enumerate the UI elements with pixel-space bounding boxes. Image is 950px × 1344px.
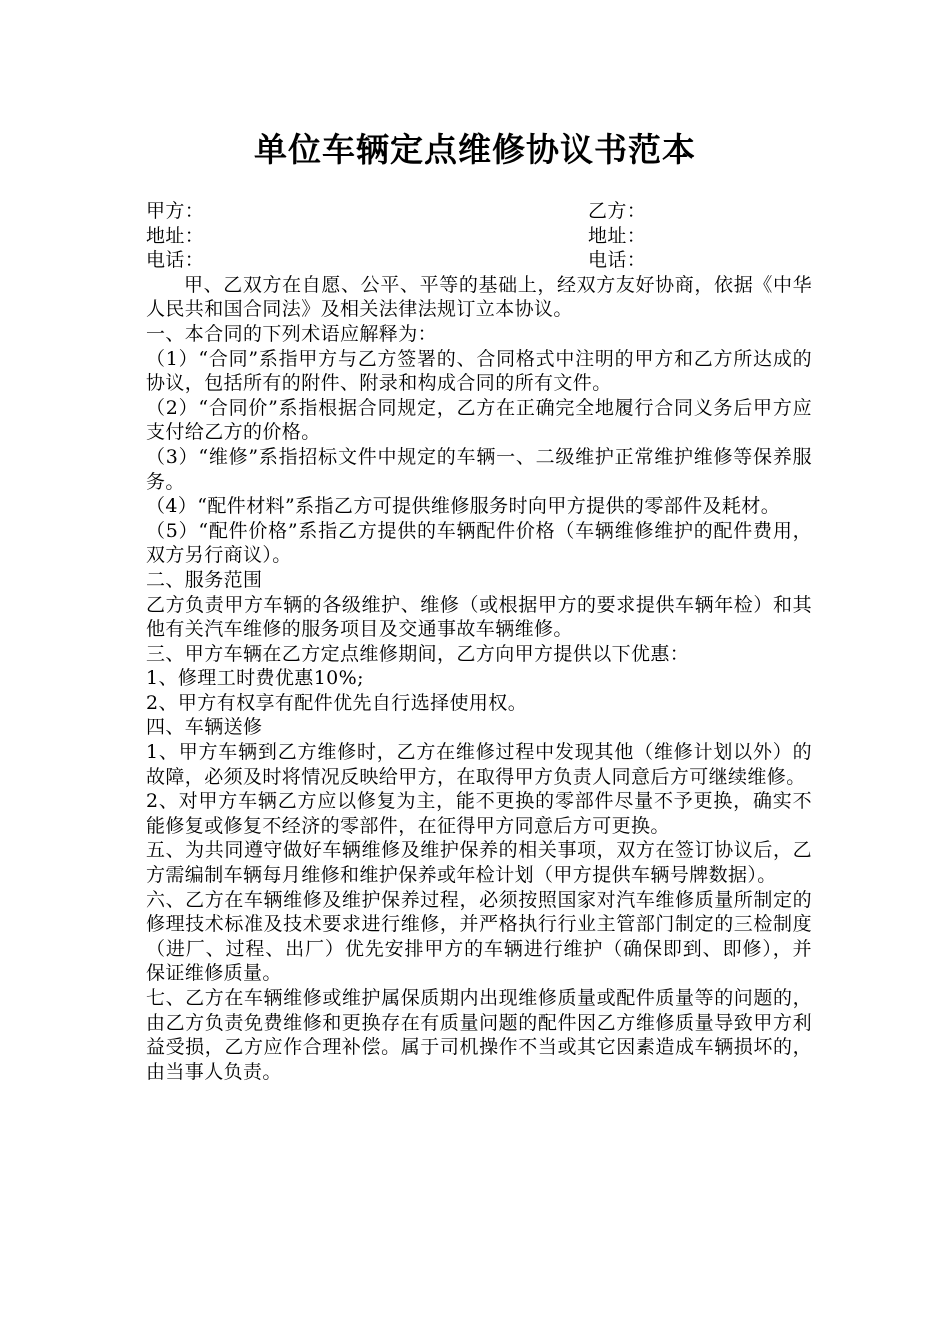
discount-item-1: 1、修理工时费优惠10%; — [146, 667, 364, 690]
party-b-label: 乙方： — [588, 200, 647, 222]
term-contract-price: （2）“合同价”系指根据合同规定，乙方在正确完全地履行合同义务后甲方应支付给乙方的价格。 — [146, 396, 812, 444]
term-parts-price: （5）“配件价格”系指乙方提供的车辆配件价格（车辆维修维护的配件费用，双方另行商议）。 — [146, 519, 812, 567]
section-2-heading: 二、服务范围 — [146, 568, 263, 591]
section-1-heading: 一、本合同的下列术语应解释为： — [146, 322, 438, 345]
service-scope-paragraph: 乙方负责甲方车辆的各级维护、维修（或根据甲方的要求提供车辆年检）和其他有关汽车维修的服务项目及交通事故车辆维修。 — [146, 593, 812, 641]
document-body — [146, 199, 812, 1084]
section-6-paragraph: 六、乙方在车辆维修及维护保养过程，必须按照国家对汽车维修质量所制定的修理技术标准及技术要求进行维修，并严格执行行业主管部门制定的三检制度（进厂、过程、出厂）优先安排甲方的车辆进行维护（确保即到、即修），并保证维修质量。 — [146, 888, 812, 985]
party-row — [146, 199, 812, 224]
term-repair: （3）“维修”系指招标文件中规定的车辆一、二级维护正常维护维修等保养服务。 — [146, 445, 812, 493]
repair-clause-1: 1、甲方车辆到乙方维修时，乙方在维修过程中发现其他（维修计划以外）的故障，必须及时将情况反映给甲方，在取得甲方负责人同意后方可继续维修。 — [146, 741, 812, 788]
section-5-paragraph: 五、为共同遵守做好车辆维修及维护保养的相关事项，双方在签订协议后，乙方需编制车辆每月维修和维护保养或年检计划（甲方提供车辆号牌数据）。 — [146, 839, 812, 887]
phone-a-label: 电话： — [146, 249, 205, 272]
section-3-heading: 三、甲方车辆在乙方定点维修期间，乙方向甲方提供以下优惠： — [146, 642, 690, 665]
repair-clause-2: 2、对甲方车辆乙方应以修复为主，能不更换的零部件尽量不予更换，确实不能修复或修复不经济的零部件，在征得甲方同意后方可更换。 — [146, 790, 812, 837]
phone-row — [146, 248, 812, 273]
term-parts-materials: （4）“配件材料”系指乙方可提供维修服务时向甲方提供的零部件及耗材。 — [146, 495, 781, 518]
phone-b-label: 电话： — [588, 249, 647, 272]
section-7-paragraph: 七、乙方在车辆维修或维护属保质期内出现维修质量或配件质量等的问题的，由乙方负责免费维修和更换存在有质量问题的配件因乙方维修质量导致甲方利益受损，乙方应作合理补偿。属于司机操作不当或其它因素造成车辆损坏的，由当事人负责。 — [146, 987, 812, 1083]
section-4-heading: 四、车辆送修 — [146, 716, 263, 739]
party-a-label: 甲方： — [146, 200, 205, 222]
document-title: 单位车辆定点维修协议书范本 — [254, 130, 696, 169]
preamble-paragraph: 甲、乙双方在自愿、公平、平等的基础上，经双方友好协商，依据《中华人民共和国合同法》及相关法律法规订立本协议。 — [146, 273, 812, 321]
address-a-label: 地址： — [146, 224, 205, 247]
address-row — [146, 224, 812, 249]
term-contract: （1）“合同”系指甲方与乙方签署的、合同格式中注明的甲方和乙方所达成的协议，包括所有的附件、附录和构成合同的所有文件。 — [146, 347, 812, 395]
address-b-label: 地址： — [588, 224, 647, 247]
discount-item-2: 2、甲方有权享有配件优先自行选择使用权。 — [146, 691, 528, 714]
